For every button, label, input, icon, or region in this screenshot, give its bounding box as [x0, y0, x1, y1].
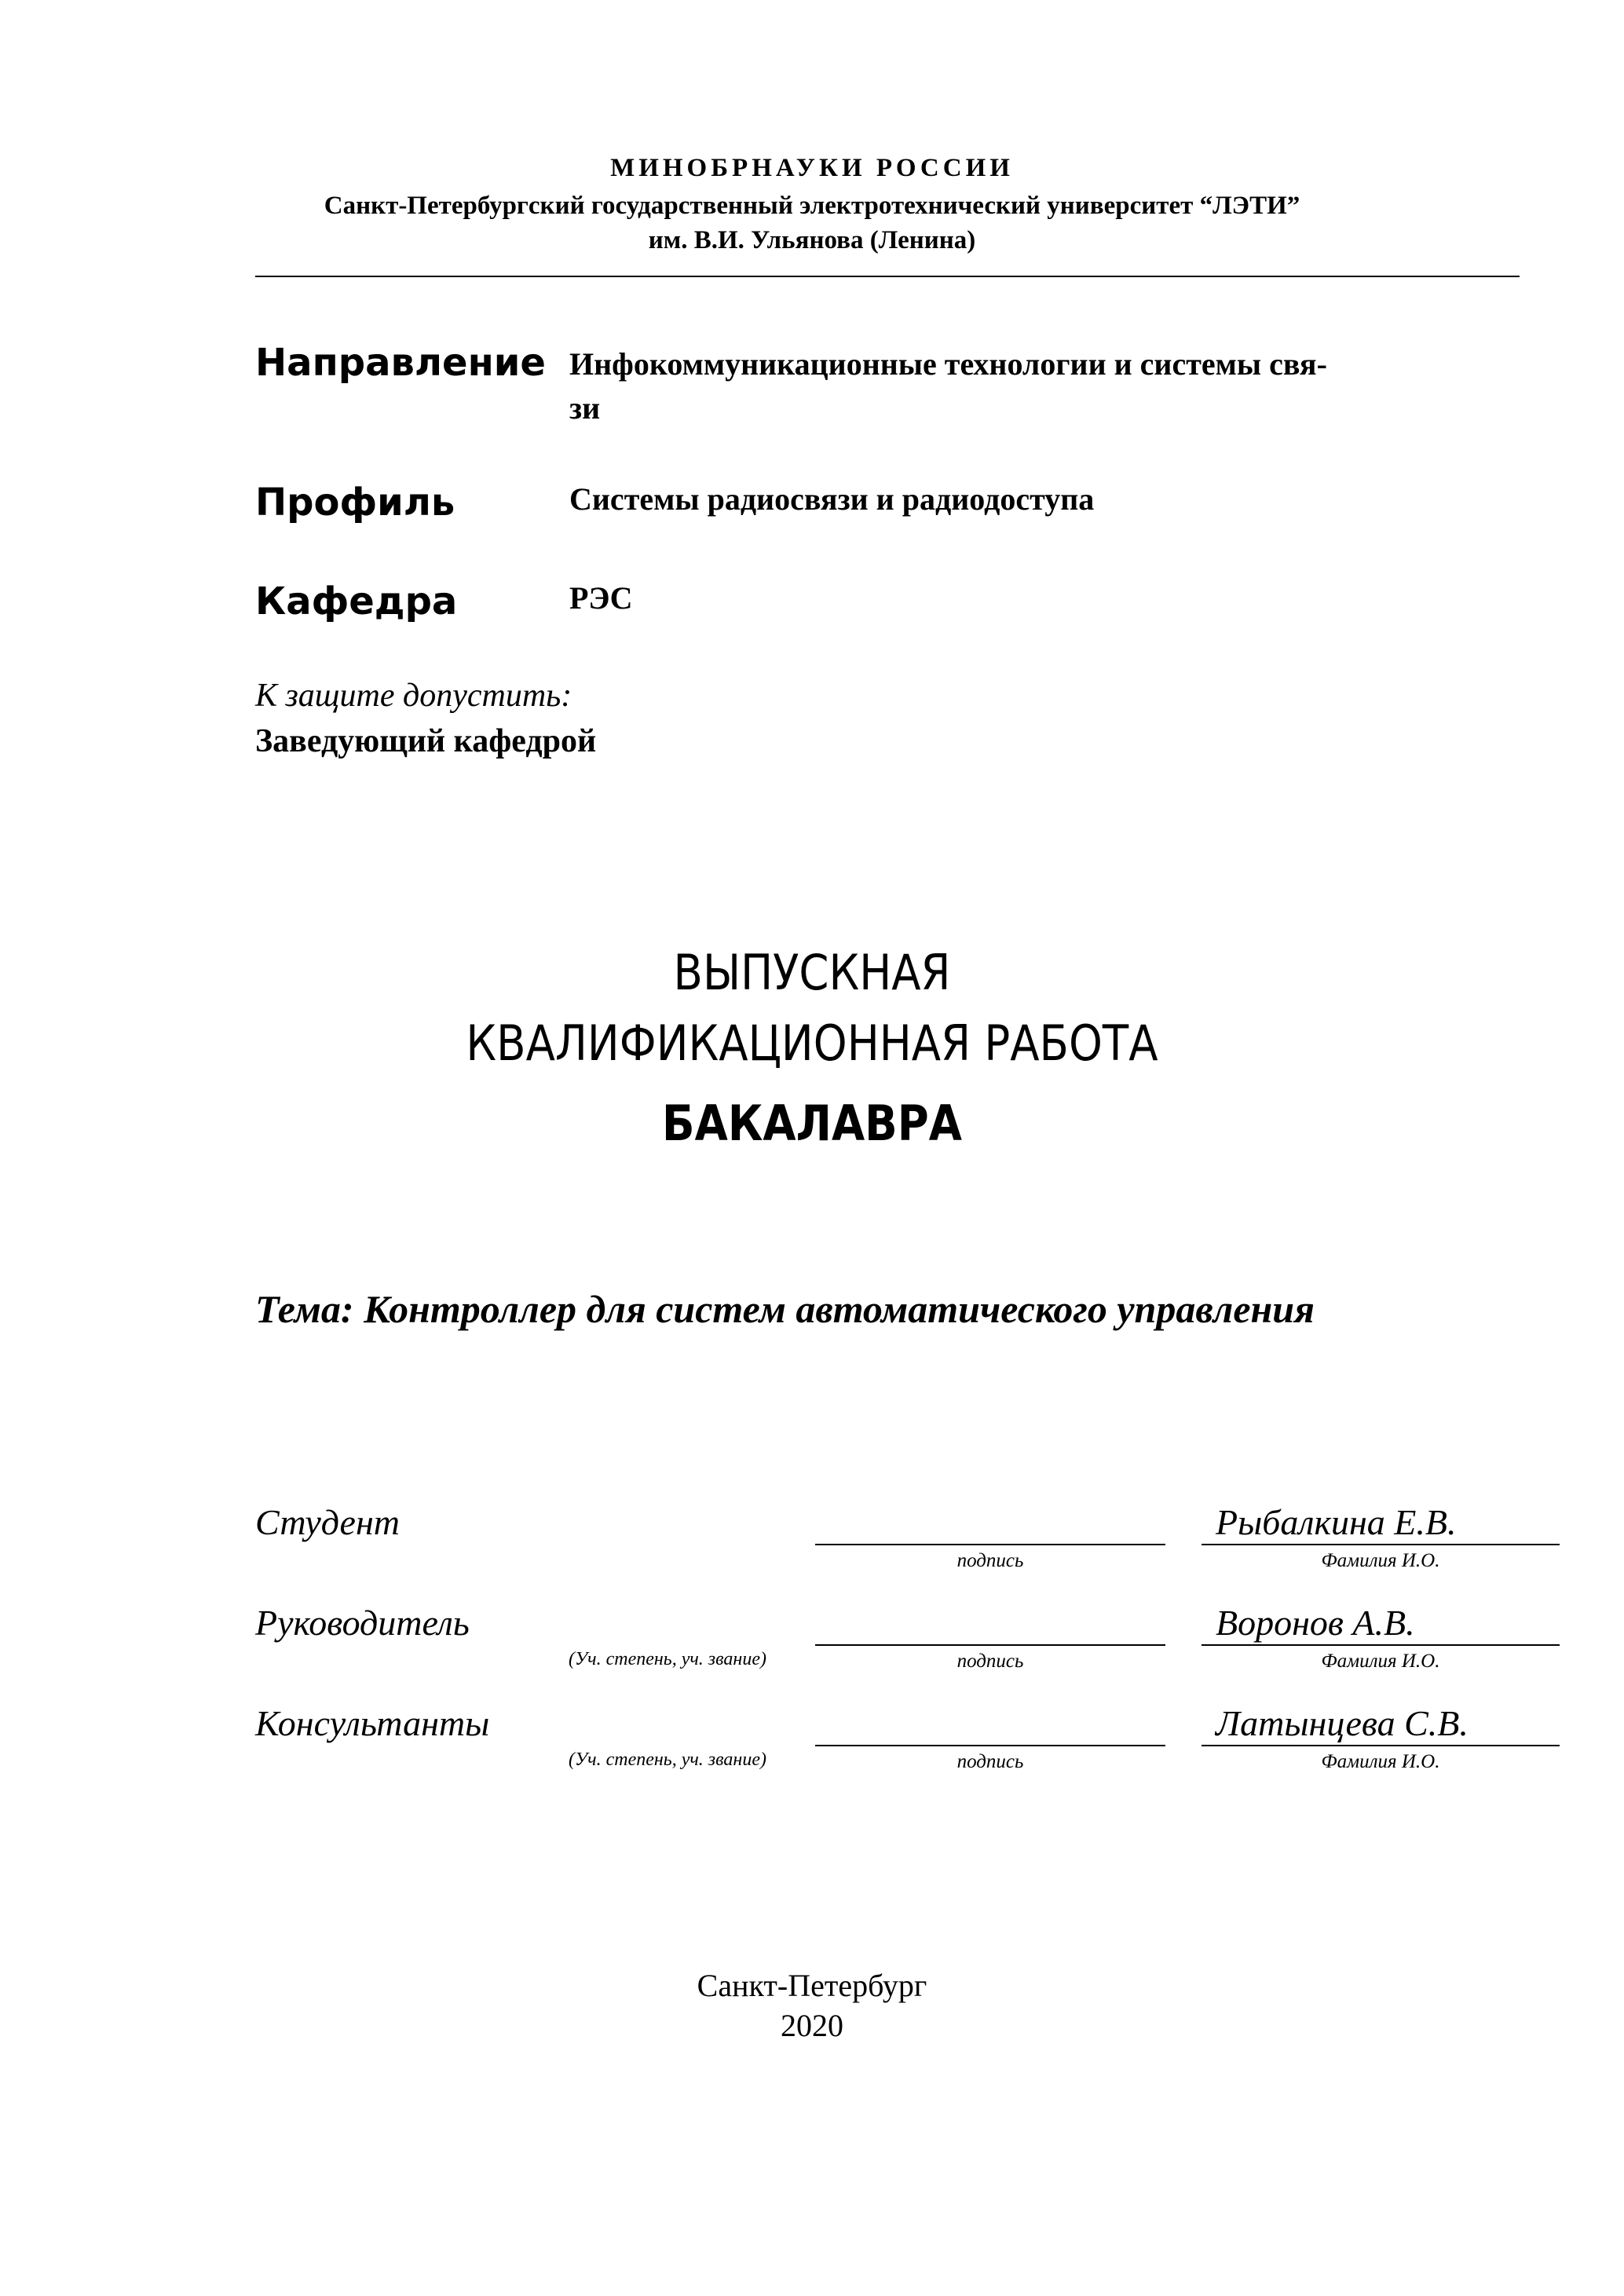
title-line-3: БАКАЛАВРА [662, 1095, 962, 1152]
university-name: Санкт-Петербургский государственный электротехнический университет “ЛЭТИ” [324, 192, 1300, 220]
city: Санкт-Петербург [697, 1968, 927, 2003]
direction-value-line2: зи [569, 390, 601, 426]
admit-to-defense: К защите допустить: [255, 678, 572, 714]
consultant-signature-caption: подпись [956, 1751, 1024, 1772]
title-line-1: ВЫПУСКНАЯ [673, 944, 951, 1001]
consultants-role: Консультанты [255, 1703, 490, 1743]
department-value: РЭС [569, 580, 633, 616]
supervisor-signature-caption: подпись [956, 1651, 1024, 1672]
student-signature-line [815, 1544, 1165, 1545]
consultant-name: Латынцева С.В. [1216, 1703, 1469, 1743]
supervisor-name-line [1202, 1644, 1560, 1646]
student-name: Рыбалкина Е.В. [1216, 1502, 1457, 1542]
student-name-line [1202, 1544, 1560, 1545]
supervisor-role: Руководитель [255, 1603, 470, 1643]
university-named-after: им. В.И. Ульянова (Ленина) [648, 226, 976, 254]
header-divider [255, 276, 1520, 277]
profile-value: Системы радиосвязи и радиодоступа [569, 481, 1095, 517]
consultant-name-caption: Фамилия И.О. [1321, 1751, 1440, 1772]
thesis-topic: Тема: Контроллер для систем автоматического управления [255, 1287, 1315, 1331]
student-signature-caption: подпись [956, 1550, 1024, 1571]
consultant-name-line [1202, 1745, 1560, 1746]
consultant-degree-caption: (Уч. степень, уч. звание) [569, 1749, 766, 1770]
direction-value [569, 342, 1496, 430]
profile-label: Профиль [255, 481, 455, 525]
title-line-2: КВАЛИФИКАЦИОННАЯ РАБОТА [466, 1015, 1158, 1072]
supervisor-degree-caption: (Уч. степень, уч. звание) [569, 1649, 766, 1669]
direction-value-line1: Инфокоммуникационные технологии и системы свя- [569, 346, 1327, 382]
head-of-department: Заведующий кафедрой [255, 723, 597, 759]
consultant-signature-line [815, 1745, 1165, 1746]
student-name-caption: Фамилия И.О. [1321, 1550, 1440, 1571]
year: 2020 [781, 2008, 843, 2043]
supervisor-signature-line [815, 1644, 1165, 1646]
student-role: Студент [255, 1502, 400, 1542]
direction-label: Направление [255, 341, 546, 385]
ministry-heading: МИНОБРНАУКИ РОССИИ [610, 154, 1014, 182]
supervisor-name-caption: Фамилия И.О. [1321, 1651, 1440, 1672]
supervisor-name: Воронов А.В. [1216, 1603, 1415, 1643]
department-label: Кафедра [255, 579, 458, 623]
